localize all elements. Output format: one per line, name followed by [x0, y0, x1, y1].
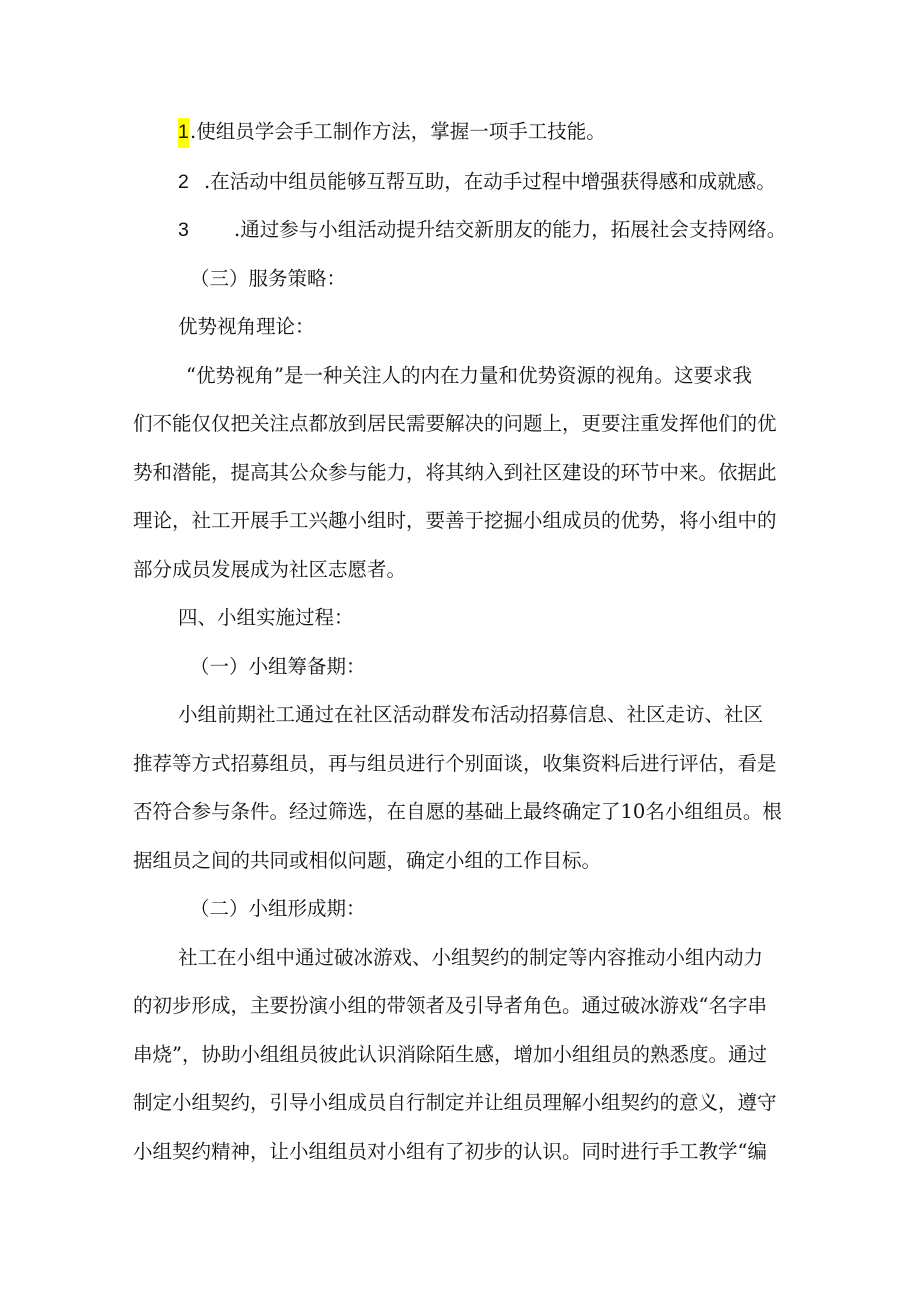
paragraph-line: 串烧”，协助小组组员彼此认识消除陌生感，增加小组组员的熟悉度。通过 — [133, 1043, 767, 1066]
paragraph-line: 小组契约精神，让小组组员对小组有了初步的认识。同时进行手工教学“编 — [133, 1140, 767, 1163]
paragraph-line: 理论，社工开展手工兴趣小组时，要善于挖掘小组成员的优势，将小组中的 — [133, 509, 777, 532]
objective-number: 1 — [178, 118, 189, 148]
heading-text: （二）小组形成期： — [190, 897, 366, 920]
paragraph-line: “优势视角”是一种关注人的内在力量和优势资源的视角。这要求我 — [186, 364, 752, 387]
heading-text: （一）小组筹备期： — [190, 655, 366, 678]
heading-text: 优势视角理论： — [178, 315, 315, 338]
paragraph-line: 推荐等方式招募组员，再与组员进行个别面谈，收集资料后进行评估，看是 — [133, 752, 777, 775]
paragraph-line: 的初步形成，主要扮演小组的带领者及引导者角色。通过破冰游戏“名字串 — [133, 994, 767, 1017]
paragraph-line: 否符合参与条件。经过筛选，在自愿的基础上最终确定了10名小组组员。根 — [133, 800, 782, 823]
paragraph-line: 据组员之间的共同或相似问题，确定小组的工作目标。 — [133, 849, 602, 872]
objective-text: .通过参与小组活动提升结交新朋友的能力，拓展社会支持网络。 — [234, 218, 787, 241]
paragraph-line: 制定小组契约，引导小组成员自行制定并让组员理解小组契约的意义，遵守 — [133, 1091, 777, 1114]
paragraph-line: 小组前期社工通过在社区活动群发布活动招募信息、社区走访、社区 — [178, 703, 764, 726]
heading-text: 四、小组实施过程： — [178, 606, 354, 629]
objective-text: .在活动中组员能够互帮互助，在动手过程中增强获得感和成就感。 — [204, 170, 776, 193]
objective-number: 3 — [178, 219, 189, 241]
objective-text: .使组员学会手工制作方法，掌握一项手工技能。 — [190, 120, 606, 143]
objective-number: 2 — [178, 171, 189, 193]
paragraph-line: 们不能仅仅把关注点都放到居民需要解决的问题上，更要注重发挥他们的优 — [133, 412, 777, 435]
paragraph-line: 社工在小组中通过破冰游戏、小组契约的制定等内容推动小组内动力 — [178, 946, 764, 969]
heading-text: （三）服务策略： — [190, 267, 347, 290]
paragraph-line: 部分成员发展成为社区志愿者。 — [133, 558, 407, 581]
paragraph-line: 势和潜能，提高其公众参与能力，将其纳入到社区建设的环节中来。依据此 — [133, 461, 777, 484]
